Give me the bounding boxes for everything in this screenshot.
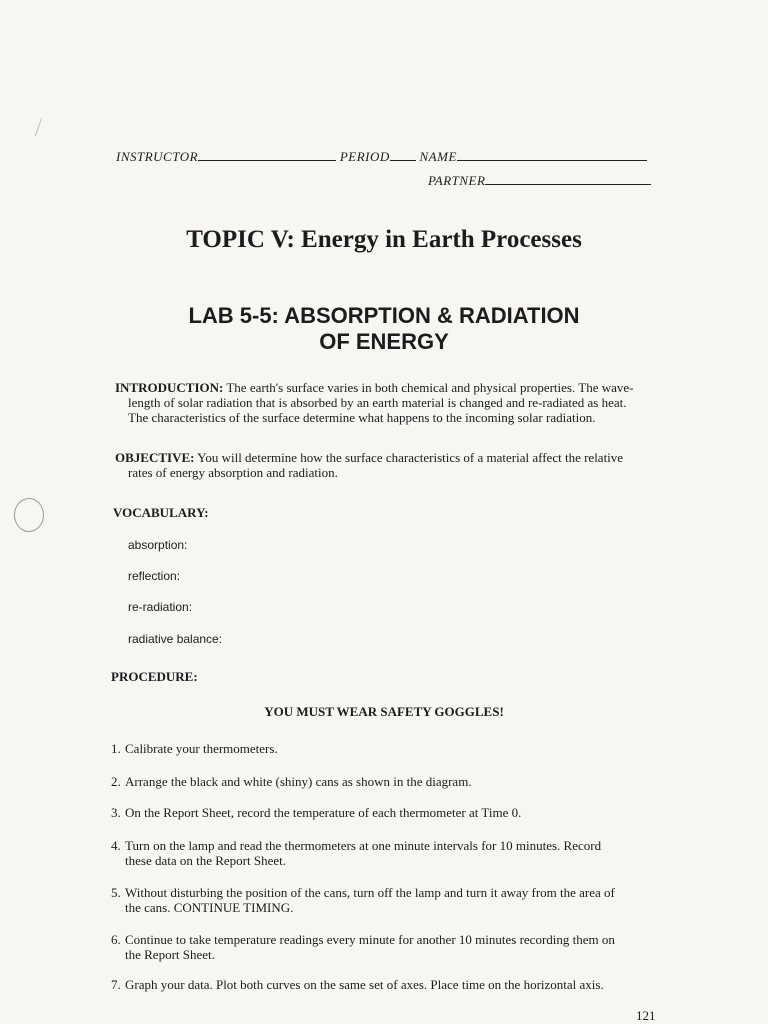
vocab-item-radiative-balance: radiative balance: (128, 632, 223, 646)
procedure-step-3: 3. On the Report Sheet, record the temperature of each thermometer at Time 0. (111, 805, 522, 820)
binder-hole-mark (14, 498, 44, 532)
margin-scribble (35, 118, 55, 136)
introduction-line2: length of solar radiation that is absorbed by an earth material is changed and re-radiated as heat. (128, 395, 627, 410)
objective-line2: rates of energy absorption and radiation. (128, 465, 338, 480)
page-number: 121 (636, 1008, 656, 1023)
vocab-item-re-radiation: re-radiation: (128, 600, 193, 614)
header-row-2 (428, 172, 688, 189)
instructor-label: INSTRUCTOR (116, 149, 199, 164)
topic-title: TOPIC V: Energy in Earth Processes (186, 226, 582, 253)
name-label: NAME (419, 149, 457, 164)
introduction-line1: The earth's surface varies in both chemical and physical properties. The wave- (226, 380, 634, 395)
procedure-step-2: 2. Arrange the black and white (shiny) cans as shown in the diagram. (111, 774, 472, 789)
procedure-step-5: 5. Without disturbing the position of the cans, turn off the lamp and turn it away from the area of the cans. CONTINUE TIMING. (111, 885, 615, 915)
objective-line1: You will determine how the surface characteristics of a material affect the relative (197, 450, 624, 465)
procedure-step-4: 4. Turn on the lamp and read the thermometers at one minute intervals for 10 minutes. Record these data on the Report Sheet. (111, 838, 602, 868)
header-row-1 (116, 148, 676, 165)
objective-label: OBJECTIVE: (115, 450, 195, 465)
vocabulary-label: VOCABULARY: (113, 505, 209, 520)
introduction-line3: The characteristics of the surface determine what happens to the incoming solar radiation. (128, 410, 596, 425)
introduction-label: INTRODUCTION: (115, 380, 224, 395)
vocab-item-reflection: reflection: (128, 569, 181, 583)
period-label: PERIOD (339, 149, 390, 164)
period-field[interactable] (390, 148, 416, 161)
name-field[interactable] (457, 148, 647, 161)
procedure-step-6: 6. Continue to take temperature readings every minute for another 10 minutes recording them on the Report Sheet. (111, 932, 615, 962)
instructor-field[interactable] (198, 148, 336, 161)
lab-title-line2: OF ENERGY (319, 329, 449, 354)
procedure-label: PROCEDURE: (111, 669, 198, 684)
procedure-step-1: 1. Calibrate your thermometers. (111, 741, 278, 756)
objective-section (115, 450, 675, 480)
procedure-step-7: 7. Graph your data. Plot both curves on the same set of axes. Place time on the horizontal axis. (111, 977, 604, 992)
partner-field[interactable] (485, 172, 651, 185)
introduction-section (115, 380, 675, 425)
partner-label: PARTNER (428, 173, 486, 188)
safety-warning: YOU MUST WEAR SAFETY GOGGLES! (264, 704, 504, 719)
lab-title-line1: LAB 5-5: ABSORPTION & RADIATION (188, 303, 580, 328)
vocab-item-absorption: absorption: (128, 538, 188, 552)
